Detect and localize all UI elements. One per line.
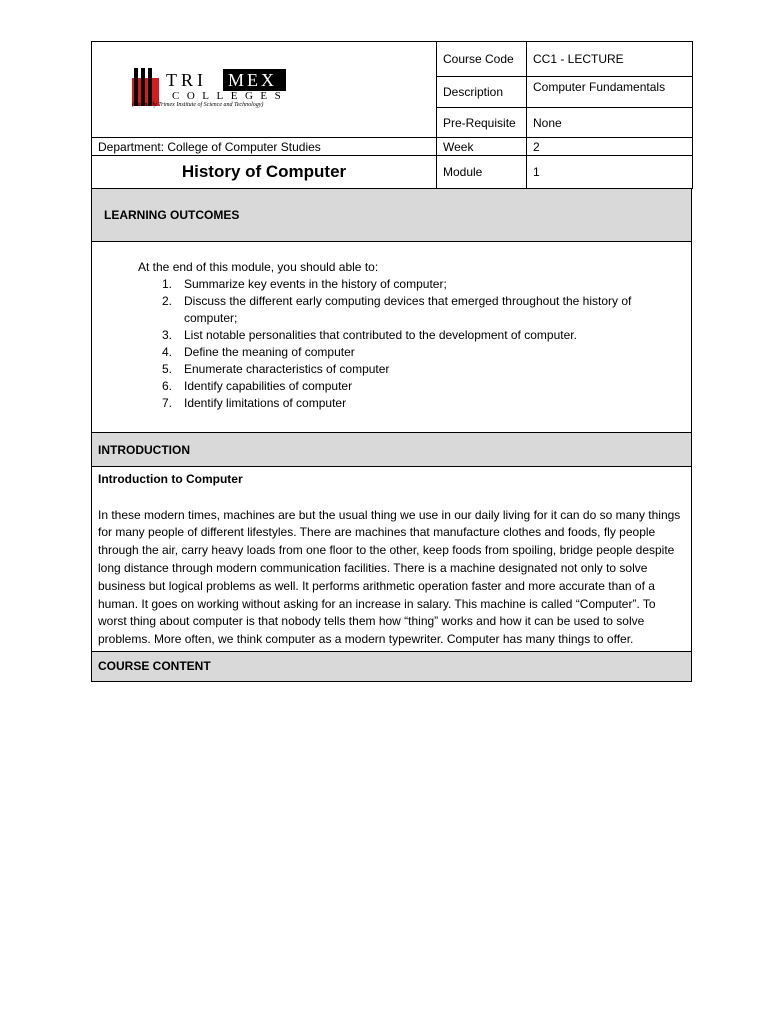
module-value: 1 — [527, 156, 693, 189]
department-label: Department: College of Computer Studies — [92, 138, 437, 156]
week-label: Week — [437, 138, 527, 156]
outcomes-intro: At the end of this module, you should able to: — [138, 260, 379, 274]
outcome-item — [138, 395, 685, 412]
course-code-label: Course Code — [437, 42, 527, 77]
introduction-body — [92, 467, 692, 652]
outcome-number: 4. — [162, 345, 173, 359]
outcome-number: 6. — [162, 379, 173, 393]
introduction-paragraph: In these modern times, machines are but the usual thing we use in our daily living for it can do so many things for many people of different lifestyles. There are machines that manufacture clothes and foods, fly people through the air, carry heavy loads from one floor to the other, keep foods from spoiling, bridge people despite long distance through modern communication facilities. There is a machine designated not only to solve business but logical problems as well. It performs arithmetic operation faster and more accurate than of a human. It goes on working without asking for an increase in salary. This machine is called “Computer”. To worst thing about computer is that nobody tells them how “thing” works and how it can be used to solve problems. More often, we think computer as a modern typewriter. Computer has many things to offer. — [98, 507, 681, 647]
prereq-label: Pre-Requisite — [437, 108, 527, 138]
outcome-text: Define the meaning of computer — [184, 345, 355, 359]
page-title: History of Computer — [92, 156, 437, 189]
course-code-value: CC1 - LECTURE — [527, 42, 693, 77]
outcome-text: Discuss the different early computing devices that emerged throughout the history of computer; — [184, 294, 632, 325]
outcome-item — [138, 293, 685, 327]
outcome-text: List notable personalities that contributed to the development of computer. — [184, 328, 577, 342]
outcome-item — [138, 344, 685, 361]
outcome-item — [138, 378, 685, 395]
learning-outcomes-heading: LEARNING OUTCOMES — [92, 189, 692, 242]
module-label: Module — [437, 156, 527, 189]
course-content-heading: COURSE CONTENT — [92, 651, 692, 681]
learning-outcomes-body — [92, 242, 692, 433]
logo-tri: TRI — [166, 69, 207, 90]
trimex-logo — [92, 44, 436, 136]
outcome-number: 7. — [162, 396, 173, 410]
logo-mex: MEX — [223, 69, 286, 91]
outcome-text: Summarize key events in the history of computer; — [184, 277, 447, 291]
outcome-number: 1. — [162, 277, 173, 291]
outcome-text: Enumerate characteristics of computer — [184, 362, 390, 376]
outcome-text: Identify capabilities of computer — [184, 379, 353, 393]
outcome-item — [138, 361, 685, 378]
description-label: Description — [437, 77, 527, 108]
outcome-text: Identify limitations of computer — [184, 396, 347, 410]
logo-cell — [92, 42, 437, 138]
week-value: 2 — [527, 138, 693, 156]
outcome-number: 2. — [162, 294, 173, 308]
description-value: Computer Fundamentals — [527, 77, 693, 108]
content-table — [91, 188, 692, 682]
outcome-item — [138, 276, 685, 293]
logo-formerly-text: (Formerly Trimex Institute of Science and Technology) — [132, 101, 264, 108]
prereq-value: None — [527, 108, 693, 138]
module-document — [91, 41, 692, 682]
logo-colleges: COLLEGES — [172, 89, 289, 102]
header-table — [91, 41, 693, 189]
outcomes-list — [138, 276, 685, 412]
outcome-number: 3. — [162, 328, 173, 342]
introduction-heading: INTRODUCTION — [92, 433, 692, 467]
introduction-subheading: Introduction to Computer — [98, 472, 243, 486]
outcome-item — [138, 327, 685, 344]
outcome-number: 5. — [162, 362, 173, 376]
